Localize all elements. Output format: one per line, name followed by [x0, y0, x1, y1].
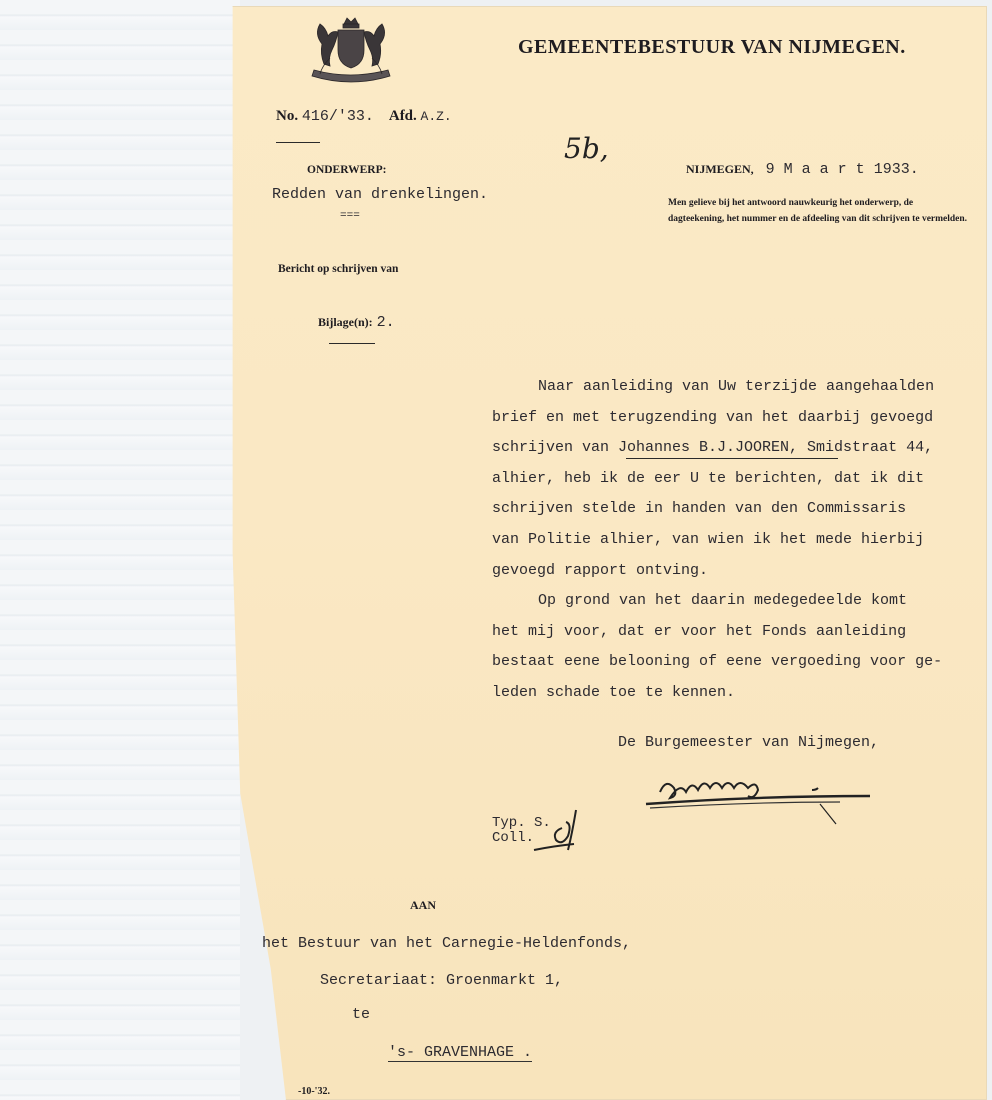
bijlage-value: 2.: [376, 314, 395, 331]
body-line: Naar aanleiding van Uw terzijde aangehaalden: [538, 378, 935, 395]
aan-label: AAN: [410, 898, 436, 912]
body-line: bestaat eene belooning of eene vergoeding voor ge-: [492, 653, 943, 671]
initials-icon: [532, 806, 592, 862]
subject-value: Redden van drenkelingen.: [272, 186, 489, 203]
address-line: het Bestuur van het Carnegie-Heldenfonds,: [262, 935, 632, 952]
reference-line: [276, 108, 452, 125]
footer-code: -10-'32.: [298, 1086, 330, 1097]
subject-underline: ===: [340, 210, 360, 222]
address-city: 's- GRAVENHAGE .: [388, 1044, 533, 1061]
subject-label: ONDERWERP:: [307, 164, 387, 176]
typist-line: Typ. S.: [492, 815, 551, 831]
address-line: te: [352, 1006, 371, 1023]
afd-value: A.Z.: [420, 109, 452, 124]
body-line: Op grond van het daarin medegedeelde komt: [538, 592, 908, 610]
coat-of-arms-icon: [300, 14, 402, 90]
afd-label: Afd.: [388, 108, 417, 124]
no-label: No.: [276, 108, 299, 124]
address-line: Secretariaat: Groenmarkt 1,: [320, 972, 564, 989]
typist-line: Coll.: [492, 830, 535, 846]
body-line: van Politie alhier, van wien ik het mede hierbij: [492, 530, 925, 548]
body-line: alhier, heb ik de eer U te berichten, dat ik dit: [492, 469, 925, 487]
bijlage-label: Bijlage(n):: [318, 315, 373, 329]
place-label: NIJMEGEN,: [686, 162, 754, 176]
body-line: gevoegd rapport ontving.: [492, 561, 709, 579]
place-date: [686, 160, 919, 178]
handwritten-mark: 5b,: [564, 132, 609, 165]
bericht-label: Bericht op schrijven van: [278, 263, 399, 275]
body-line: het mij voor, dat er voor het Fonds aanleiding: [492, 622, 907, 640]
reference-rule: [276, 142, 320, 143]
date-value: 9 M a a r t 1933.: [765, 161, 919, 178]
signature-icon: [640, 760, 880, 832]
bijlage-rule: [329, 343, 375, 344]
scan-margin: [0, 0, 240, 1100]
body-line: leden schade toe te kennen.: [492, 683, 736, 701]
bijlage-line: [318, 313, 395, 331]
instruction-note: Men gelieve bij het antwoord nauwkeurig het onderwerp, de dagteekening, het nummer en de afdeeling van dit schrijven te vermelden.: [668, 198, 968, 224]
body-line: schrijven stelde in handen van den Commissaris: [492, 500, 907, 518]
letterhead-title: GEMEENTEBESTUUR VAN NIJMEGEN.: [518, 36, 906, 58]
body-line: brief en met terugzending van het daarbij gevoegd: [492, 408, 934, 426]
body-line: schrijven van Johannes B.J.JOOREN, Smidstraat 44,: [492, 439, 934, 457]
no-value: 416/'33.: [301, 108, 374, 125]
name-underline: [626, 458, 838, 459]
signature-title: De Burgemeester van Nijmegen,: [618, 734, 880, 751]
letter-body: [492, 372, 972, 709]
